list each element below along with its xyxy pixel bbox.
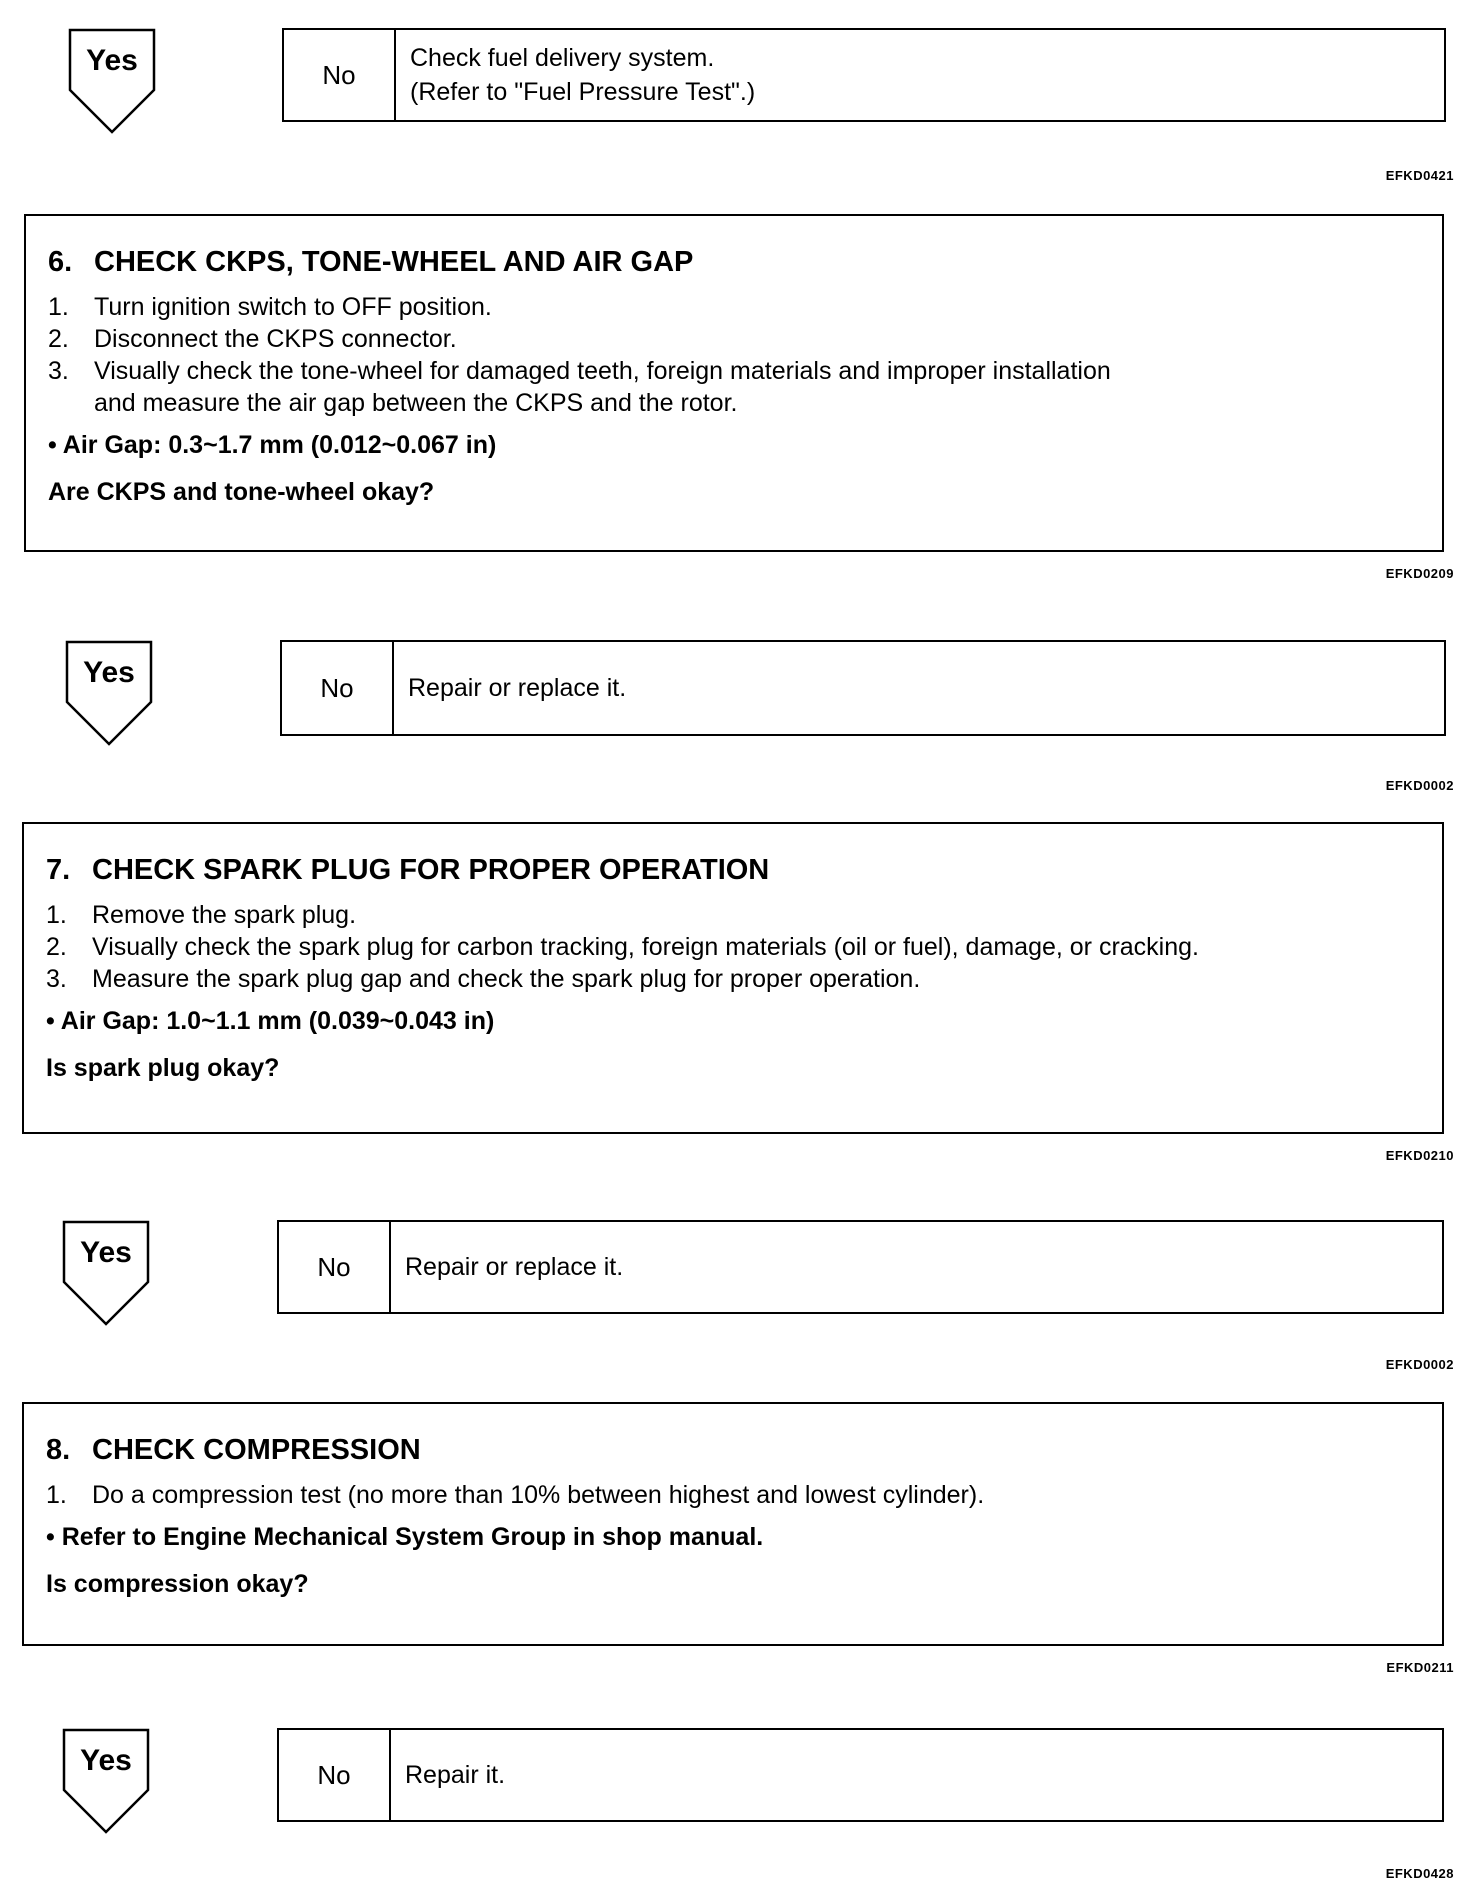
no-action-text: Repair or replace it. [408, 674, 627, 702]
question: Is spark plug okay? [46, 1054, 280, 1082]
step-list [48, 291, 1420, 419]
step-6-box [24, 214, 1444, 552]
list-item: 2. Disconnect the CKPS connector. [48, 325, 457, 353]
list-item: 1. Remove the spark plug. [46, 901, 357, 929]
yes-arrow-2 [65, 640, 153, 746]
yes-label: Yes [86, 44, 138, 77]
figure-code: EFKD0211 [1386, 1660, 1454, 1675]
figure-code: EFKD0002 [1385, 1357, 1454, 1372]
yes-arrow-4 [62, 1728, 150, 1834]
list-item: 1. Turn ignition switch to OFF position. [48, 293, 492, 321]
list-item: 3. Visually check the tone-wheel for damaged teeth, foreign materials and improper installation and measure the air gap between the CKPS and the rotor. [48, 357, 1111, 417]
step-list [46, 1479, 1420, 1511]
yes-arrow-1 [68, 28, 156, 134]
no-label: No [279, 1222, 391, 1312]
no-action-text: Repair it. [405, 1761, 506, 1789]
no-label: No [279, 1730, 391, 1820]
step-title: 6. CHECK CKPS, TONE-WHEEL AND AIR GAP [48, 246, 694, 278]
list-item: 2. Visually check the spark plug for carbon tracking, foreign materials (oil or fuel), damage, or cracking. [46, 933, 1199, 961]
figure-code: EFKD0209 [1385, 566, 1454, 581]
question: Are CKPS and tone-wheel okay? [48, 478, 435, 506]
list-item: 3. Measure the spark plug gap and check the spark plug for proper operation. [46, 965, 921, 993]
spec-line: • Refer to Engine Mechanical System Group in shop manual. [46, 1523, 764, 1551]
yes-label: Yes [83, 656, 135, 689]
step-7-box [22, 822, 1444, 1134]
no-action-text: Repair or replace it. [405, 1253, 624, 1281]
no-action-text: Check fuel delivery system. (Refer to "Fuel Pressure Test".) [410, 44, 756, 106]
list-item: 1. Do a compression test (no more than 10% between highest and lowest cylinder). [46, 1481, 985, 1509]
step-title: 7. CHECK SPARK PLUG FOR PROPER OPERATION [46, 854, 770, 886]
yes-label: Yes [80, 1744, 132, 1777]
no-box-1 [282, 28, 1446, 122]
yes-arrow-3 [62, 1220, 150, 1326]
no-label: No [282, 642, 394, 734]
figure-code: EFKD0421 [1385, 168, 1454, 183]
no-box-2 [280, 640, 1446, 736]
figure-code: EFKD0002 [1385, 778, 1454, 793]
spec-line: • Air Gap: 0.3~1.7 mm (0.012~0.067 in) [48, 431, 497, 459]
figure-code: EFKD0428 [1385, 1866, 1454, 1881]
no-box-4 [277, 1728, 1444, 1822]
figure-code: EFKD0210 [1385, 1148, 1454, 1163]
step-8-box [22, 1402, 1444, 1646]
spec-line: • Air Gap: 1.0~1.1 mm (0.039~0.043 in) [46, 1007, 495, 1035]
no-box-3 [277, 1220, 1444, 1314]
yes-label: Yes [80, 1236, 132, 1269]
no-label: No [284, 30, 396, 120]
step-title: 8. CHECK COMPRESSION [46, 1434, 421, 1466]
step-list [46, 899, 1420, 995]
question: Is compression okay? [46, 1570, 309, 1598]
